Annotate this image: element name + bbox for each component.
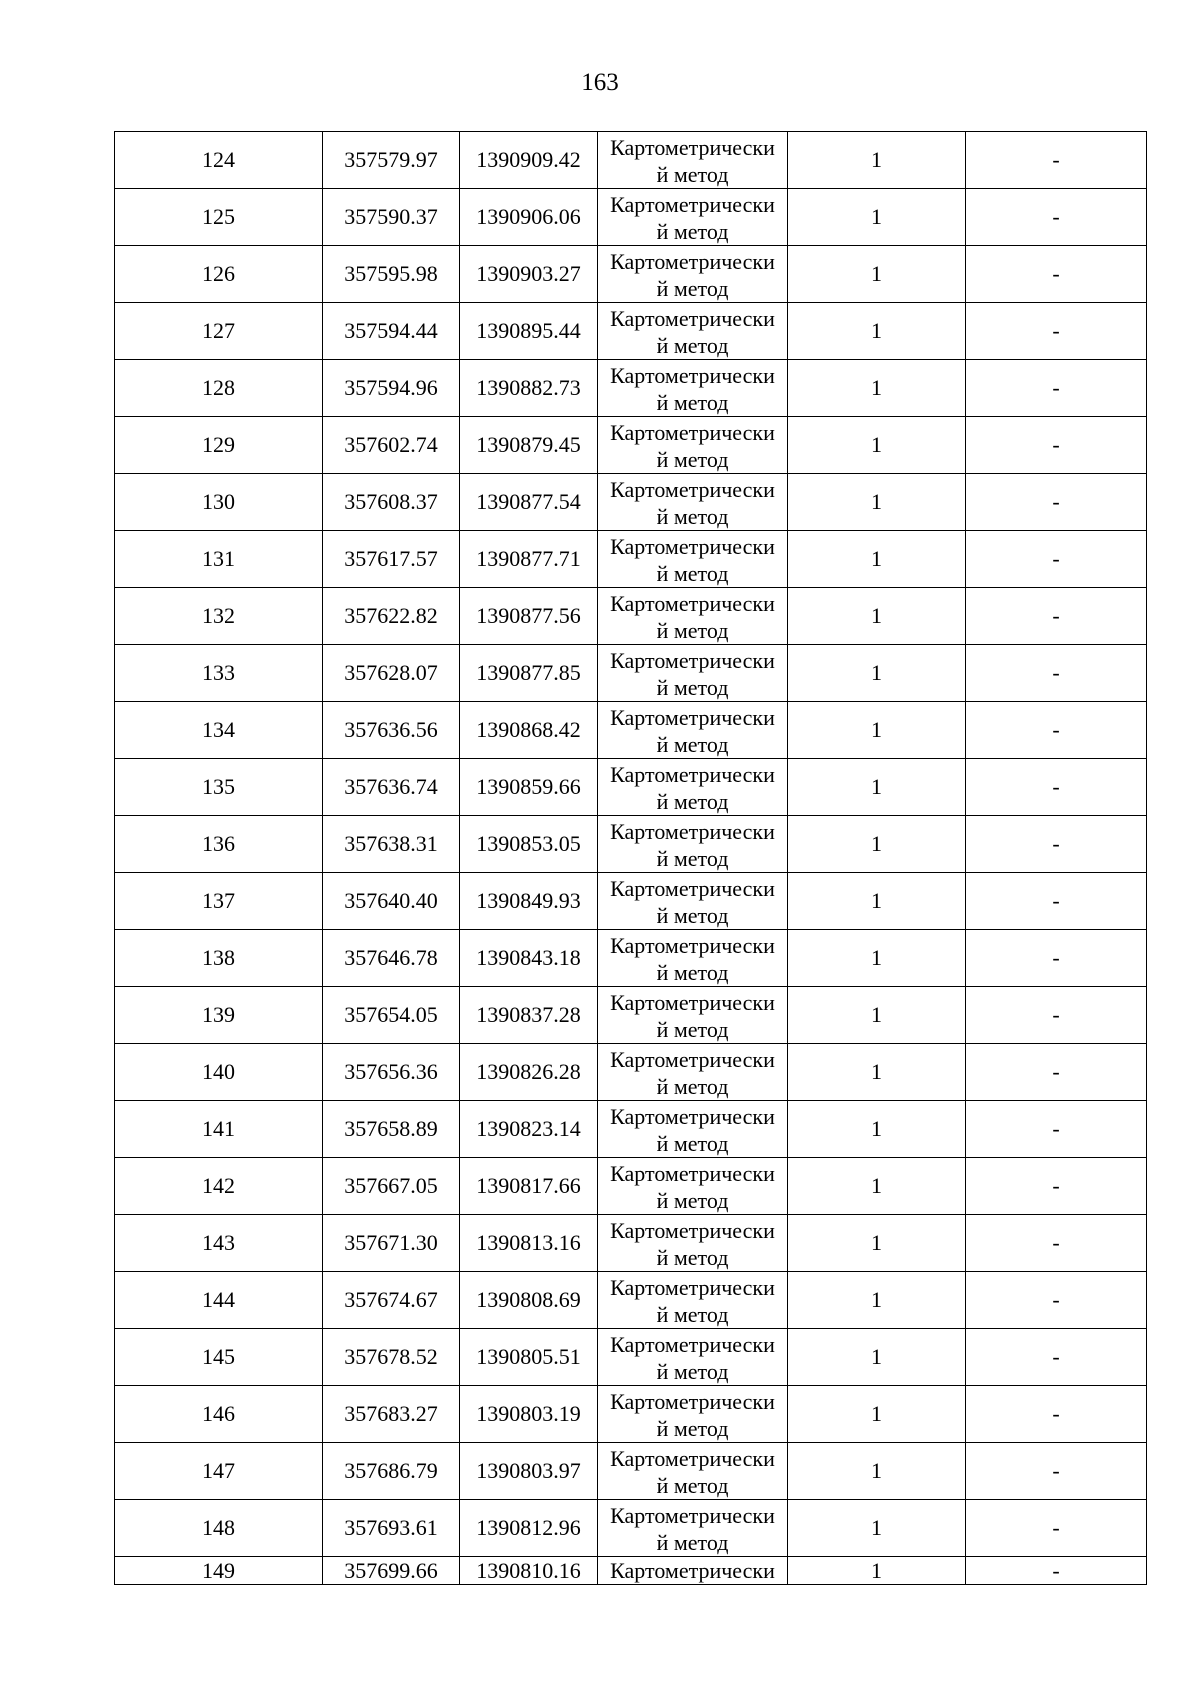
- point-number: 135: [115, 759, 323, 816]
- note: -: [966, 246, 1147, 303]
- method-cell: [598, 759, 788, 816]
- coord-y: 1390859.66: [460, 759, 598, 816]
- table-row: [115, 1101, 1147, 1158]
- coord-y: 1390803.19: [460, 1386, 598, 1443]
- coord-x: 357638.31: [323, 816, 460, 873]
- method-line2: й метод: [656, 618, 729, 643]
- table-row: [115, 1158, 1147, 1215]
- coord-x: 357678.52: [323, 1329, 460, 1386]
- table-row: [115, 417, 1147, 474]
- method-line2: й метод: [656, 1074, 729, 1099]
- note: -: [966, 303, 1147, 360]
- method-line1: Картометрически: [610, 306, 775, 331]
- coord-y: 1390812.96: [460, 1500, 598, 1557]
- accuracy: 1: [788, 1386, 966, 1443]
- method-cell: [598, 132, 788, 189]
- coord-x: 357671.30: [323, 1215, 460, 1272]
- method-line1: Картометрически: [610, 1446, 775, 1471]
- point-number: 138: [115, 930, 323, 987]
- point-number: 134: [115, 702, 323, 759]
- table-row: [115, 246, 1147, 303]
- table-row: [115, 759, 1147, 816]
- coord-y: 1390826.28: [460, 1044, 598, 1101]
- note: -: [966, 987, 1147, 1044]
- table-row: [115, 531, 1147, 588]
- point-number: 139: [115, 987, 323, 1044]
- method-cell: [598, 816, 788, 873]
- method-cell: [598, 1557, 788, 1585]
- coord-x: 357686.79: [323, 1443, 460, 1500]
- point-number: 127: [115, 303, 323, 360]
- method-line1: Картометрически: [610, 876, 775, 901]
- point-number: 147: [115, 1443, 323, 1500]
- method-line2: й метод: [656, 732, 729, 757]
- note: -: [966, 930, 1147, 987]
- coord-y: 1390823.14: [460, 1101, 598, 1158]
- note: -: [966, 1272, 1147, 1329]
- coord-y: 1390877.71: [460, 531, 598, 588]
- point-number: 124: [115, 132, 323, 189]
- point-number: 136: [115, 816, 323, 873]
- point-number: 143: [115, 1215, 323, 1272]
- method-cell: [598, 246, 788, 303]
- table-row: [115, 645, 1147, 702]
- coord-x: 357602.74: [323, 417, 460, 474]
- accuracy: 1: [788, 1044, 966, 1101]
- method-line2: й метод: [656, 390, 729, 415]
- accuracy: 1: [788, 189, 966, 246]
- method-line1: Картометрически: [610, 1218, 775, 1243]
- method-line1: Картометрически: [610, 1047, 775, 1072]
- table-row: [115, 1272, 1147, 1329]
- coord-y: 1390909.42: [460, 132, 598, 189]
- method-line1: Картометрически: [610, 1104, 775, 1129]
- method-line2: й метод: [656, 162, 729, 187]
- method-line1: Картометрически: [610, 990, 775, 1015]
- note: -: [966, 1215, 1147, 1272]
- accuracy: 1: [788, 816, 966, 873]
- method-line1: Картометрически: [610, 363, 775, 388]
- coord-y: 1390803.97: [460, 1443, 598, 1500]
- coord-x: 357594.96: [323, 360, 460, 417]
- coord-x: 357656.36: [323, 1044, 460, 1101]
- accuracy: 1: [788, 1443, 966, 1500]
- table-row: [115, 873, 1147, 930]
- method-line1: Картометрически: [610, 420, 775, 445]
- coord-y: 1390813.16: [460, 1215, 598, 1272]
- point-number: 144: [115, 1272, 323, 1329]
- coord-x: 357667.05: [323, 1158, 460, 1215]
- note: -: [966, 132, 1147, 189]
- coord-x: 357594.44: [323, 303, 460, 360]
- coord-x: 357590.37: [323, 189, 460, 246]
- accuracy: 1: [788, 588, 966, 645]
- coord-y: 1390877.54: [460, 474, 598, 531]
- accuracy: 1: [788, 1557, 966, 1585]
- point-number: 148: [115, 1500, 323, 1557]
- note: -: [966, 1329, 1147, 1386]
- note: -: [966, 645, 1147, 702]
- table-row: [115, 189, 1147, 246]
- method-line2: й метод: [656, 219, 729, 244]
- method-line1: Картометрически: [610, 1389, 775, 1414]
- method-cell: [598, 1215, 788, 1272]
- coord-y: 1390853.05: [460, 816, 598, 873]
- coord-y: 1390868.42: [460, 702, 598, 759]
- coord-y: 1390895.44: [460, 303, 598, 360]
- coord-x: 357579.97: [323, 132, 460, 189]
- note: -: [966, 1101, 1147, 1158]
- method-line1: Картометрически: [610, 1161, 775, 1186]
- point-number: 133: [115, 645, 323, 702]
- method-line2: й метод: [656, 903, 729, 928]
- page-number: 163: [581, 69, 619, 96]
- method-line1: Картометрически: [610, 819, 775, 844]
- table-row: [115, 1329, 1147, 1386]
- point-number: 128: [115, 360, 323, 417]
- method-cell: [598, 1044, 788, 1101]
- coord-x: 357628.07: [323, 645, 460, 702]
- method-line2: й метод: [656, 504, 729, 529]
- note: -: [966, 873, 1147, 930]
- method-line2: й метод: [656, 1473, 729, 1498]
- note: -: [966, 702, 1147, 759]
- coord-x: 357674.67: [323, 1272, 460, 1329]
- note: -: [966, 759, 1147, 816]
- note: -: [966, 1158, 1147, 1215]
- note: -: [966, 417, 1147, 474]
- coord-y: 1390808.69: [460, 1272, 598, 1329]
- method-cell: [598, 987, 788, 1044]
- method-cell: [598, 1329, 788, 1386]
- method-line1: Картометрически: [610, 762, 775, 787]
- method-cell: [598, 1272, 788, 1329]
- method-cell: [598, 531, 788, 588]
- coord-x: 357646.78: [323, 930, 460, 987]
- coord-y: 1390810.16: [460, 1557, 598, 1585]
- method-line2: й метод: [656, 561, 729, 586]
- method-line1: Картометрически: [610, 1557, 775, 1583]
- method-line1: Картометрически: [610, 933, 775, 958]
- point-number: 146: [115, 1386, 323, 1443]
- accuracy: 1: [788, 417, 966, 474]
- table-row: [115, 816, 1147, 873]
- point-number: 142: [115, 1158, 323, 1215]
- method-cell: [598, 645, 788, 702]
- method-line2: й метод: [656, 333, 729, 358]
- note: -: [966, 1557, 1147, 1585]
- accuracy: 1: [788, 1272, 966, 1329]
- method-cell: [598, 702, 788, 759]
- accuracy: 1: [788, 1101, 966, 1158]
- table-row: [115, 987, 1147, 1044]
- method-cell: [598, 1443, 788, 1500]
- point-number: 126: [115, 246, 323, 303]
- coord-y: 1390882.73: [460, 360, 598, 417]
- note: -: [966, 816, 1147, 873]
- method-line1: Картометрически: [610, 1332, 775, 1357]
- method-line1: Картометрически: [610, 534, 775, 559]
- method-cell: [598, 417, 788, 474]
- coord-x: 357617.57: [323, 531, 460, 588]
- table-row: [115, 1215, 1147, 1272]
- accuracy: 1: [788, 873, 966, 930]
- table-row: [115, 930, 1147, 987]
- method-cell: [598, 189, 788, 246]
- point-number: 130: [115, 474, 323, 531]
- accuracy: 1: [788, 645, 966, 702]
- coord-x: 357658.89: [323, 1101, 460, 1158]
- table-row: [115, 588, 1147, 645]
- coord-x: 357636.74: [323, 759, 460, 816]
- point-number: 140: [115, 1044, 323, 1101]
- method-line2: й метод: [656, 846, 729, 871]
- note: -: [966, 474, 1147, 531]
- accuracy: 1: [788, 360, 966, 417]
- accuracy: 1: [788, 1500, 966, 1557]
- method-line2: й метод: [656, 447, 729, 472]
- method-line1: Картометрически: [610, 135, 775, 160]
- point-number: 149: [115, 1557, 323, 1585]
- note: -: [966, 1044, 1147, 1101]
- accuracy: 1: [788, 132, 966, 189]
- method-line1: Картометрически: [610, 705, 775, 730]
- accuracy: 1: [788, 1158, 966, 1215]
- method-line2: й метод: [656, 1188, 729, 1213]
- point-number: 141: [115, 1101, 323, 1158]
- coord-y: 1390817.66: [460, 1158, 598, 1215]
- method-line1: Картометрически: [610, 192, 775, 217]
- coord-y: 1390837.28: [460, 987, 598, 1044]
- table-row: [115, 1443, 1147, 1500]
- coord-x: 357693.61: [323, 1500, 460, 1557]
- method-cell: [598, 873, 788, 930]
- point-number: 131: [115, 531, 323, 588]
- note: -: [966, 1500, 1147, 1557]
- point-number: 145: [115, 1329, 323, 1386]
- coord-y: 1390849.93: [460, 873, 598, 930]
- coord-y: 1390877.85: [460, 645, 598, 702]
- table-row: [115, 1386, 1147, 1443]
- accuracy: 1: [788, 1329, 966, 1386]
- note: -: [966, 1443, 1147, 1500]
- table-row: [115, 474, 1147, 531]
- table-body: [115, 132, 1147, 1585]
- method-cell: [598, 303, 788, 360]
- coord-y: 1390879.45: [460, 417, 598, 474]
- table-row: [115, 1500, 1147, 1557]
- coord-y: 1390805.51: [460, 1329, 598, 1386]
- method-line1: Картометрически: [610, 1275, 775, 1300]
- note: -: [966, 588, 1147, 645]
- method-cell: [598, 1101, 788, 1158]
- method-line1: Картометрически: [610, 648, 775, 673]
- coord-x: 357640.40: [323, 873, 460, 930]
- coord-y: 1390843.18: [460, 930, 598, 987]
- coordinates-table: [114, 131, 1147, 1585]
- coord-x: 357636.56: [323, 702, 460, 759]
- coord-x: 357595.98: [323, 246, 460, 303]
- method-cell: [598, 930, 788, 987]
- note: -: [966, 189, 1147, 246]
- accuracy: 1: [788, 474, 966, 531]
- table-row: [115, 1044, 1147, 1101]
- coord-x: 357654.05: [323, 987, 460, 1044]
- accuracy: 1: [788, 531, 966, 588]
- method-line2: й метод: [656, 1530, 729, 1555]
- table-row: [115, 1557, 1147, 1585]
- method-cell: [598, 1386, 788, 1443]
- method-line2: й метод: [656, 789, 729, 814]
- point-number: 137: [115, 873, 323, 930]
- method-line1: Картометрически: [610, 1503, 775, 1528]
- table-row: [115, 702, 1147, 759]
- point-number: 129: [115, 417, 323, 474]
- accuracy: 1: [788, 987, 966, 1044]
- method-line1: Картометрически: [610, 477, 775, 502]
- table-row: [115, 303, 1147, 360]
- note: -: [966, 1386, 1147, 1443]
- method-line2: й метод: [656, 1359, 729, 1384]
- note: -: [966, 360, 1147, 417]
- method-cell: [598, 474, 788, 531]
- method-cell: [598, 588, 788, 645]
- method-line2: й метод: [656, 1245, 729, 1270]
- method-line2: й метод: [656, 1017, 729, 1042]
- coord-x: 357683.27: [323, 1386, 460, 1443]
- accuracy: 1: [788, 303, 966, 360]
- method-line2: й метод: [656, 1131, 729, 1156]
- method-cell: [598, 360, 788, 417]
- table-row: [115, 132, 1147, 189]
- coord-y: 1390903.27: [460, 246, 598, 303]
- accuracy: 1: [788, 930, 966, 987]
- method-cell: [598, 1500, 788, 1557]
- note: -: [966, 531, 1147, 588]
- point-number: 132: [115, 588, 323, 645]
- method-line2: й метод: [656, 675, 729, 700]
- table-row: [115, 360, 1147, 417]
- coord-x: 357608.37: [323, 474, 460, 531]
- coord-x: 357699.66: [323, 1557, 460, 1585]
- accuracy: 1: [788, 702, 966, 759]
- method-line2: й метод: [656, 960, 729, 985]
- method-line2: й метод: [656, 1302, 729, 1327]
- method-line1: Картометрически: [610, 249, 775, 274]
- coord-x: 357622.82: [323, 588, 460, 645]
- accuracy: 1: [788, 759, 966, 816]
- coord-y: 1390877.56: [460, 588, 598, 645]
- point-number: 125: [115, 189, 323, 246]
- accuracy: 1: [788, 1215, 966, 1272]
- method-cell: [598, 1158, 788, 1215]
- method-line1: Картометрически: [610, 591, 775, 616]
- coord-y: 1390906.06: [460, 189, 598, 246]
- method-line2: й метод: [656, 276, 729, 301]
- method-line2: й метод: [656, 1416, 729, 1441]
- accuracy: 1: [788, 246, 966, 303]
